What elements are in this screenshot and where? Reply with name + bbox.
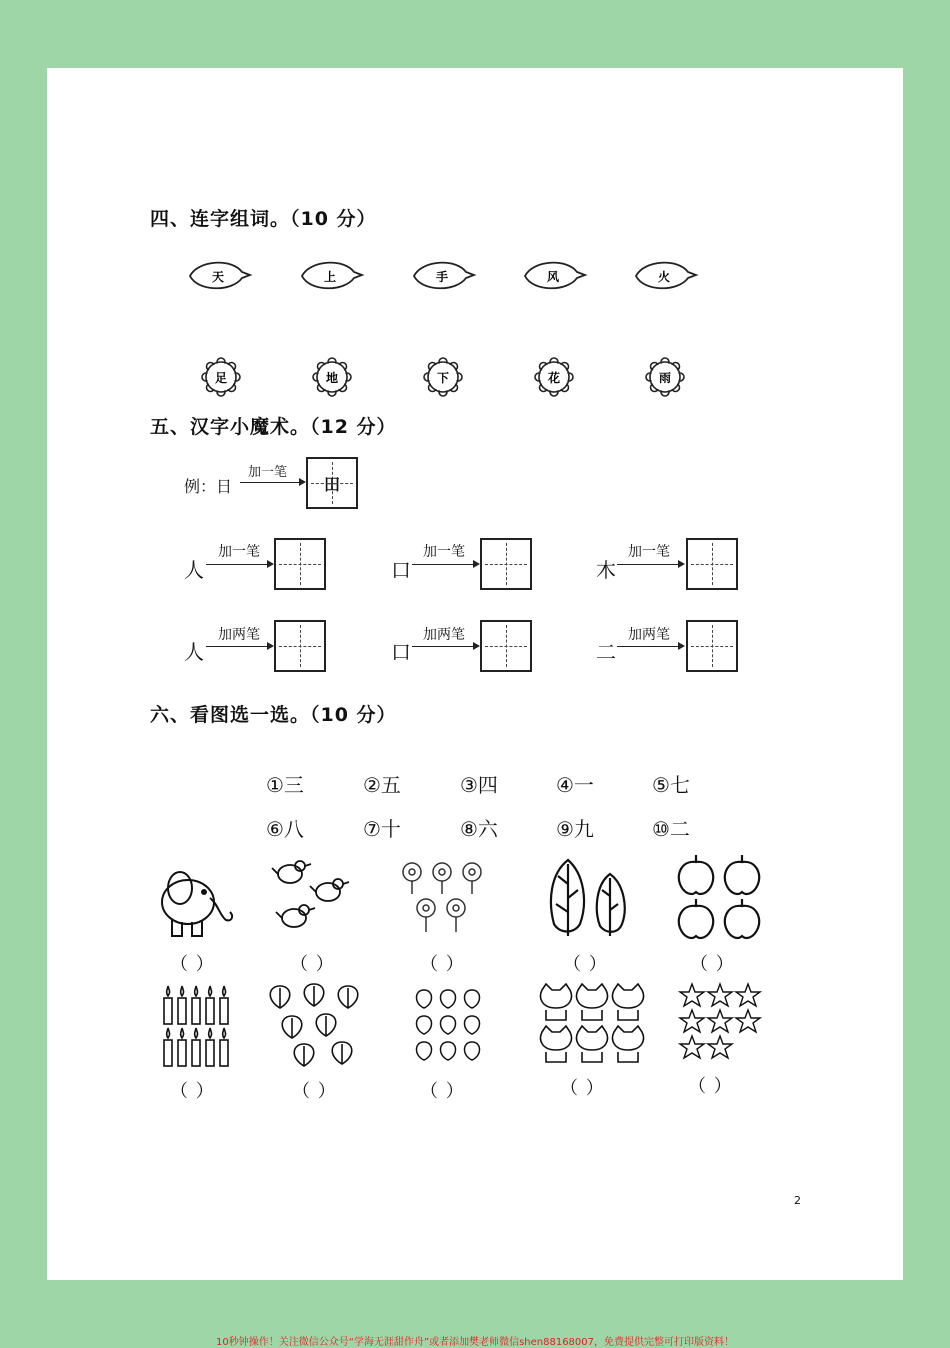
answer-paren[interactable]: （ ）: [420, 954, 465, 975]
leaf-shape-3[interactable]: [408, 256, 478, 296]
flower-shape-3[interactable]: [420, 354, 466, 400]
option-item: ⑧六: [460, 817, 498, 841]
answer-box[interactable]: [480, 620, 532, 672]
option-item: ④一: [556, 773, 594, 797]
example-label: 加一笔: [248, 465, 288, 480]
example-prefix: 例：日: [184, 477, 233, 496]
flower-icon: [396, 856, 486, 940]
leaf-char: 上: [323, 270, 337, 284]
flower-shape-2[interactable]: [309, 354, 355, 400]
answer-paren[interactable]: （ ）: [292, 1081, 337, 1102]
flower-char: 地: [325, 371, 339, 385]
leaf-char: 手: [435, 270, 449, 284]
option-item: ⑨九: [556, 817, 594, 841]
example-answer: 田: [323, 475, 340, 494]
footer-notice: 10秒钟操作！关注微信公众号“学海无涯甜作舟”或者添加樊老师微信shen88168007，免费提供完整可打印版资料！: [215, 1337, 735, 1348]
arrow-icon: [240, 482, 304, 483]
answer-paren[interactable]: （ ）: [560, 1078, 605, 1099]
flower-char: 足: [214, 371, 228, 385]
answer-paren[interactable]: （ ）: [290, 954, 335, 975]
answer-paren[interactable]: （ ）: [420, 1081, 465, 1102]
option-item: ⑦十: [363, 817, 401, 841]
tree-icon: [544, 854, 634, 940]
flower-shape-1[interactable]: [198, 354, 244, 400]
candle-icon: [160, 984, 232, 1068]
arrow-label: 加一笔: [423, 544, 465, 560]
leaf-char: 天: [211, 270, 225, 284]
leaf-shape-2[interactable]: [296, 256, 366, 296]
leaf-char: 风: [546, 270, 560, 284]
section6-title: 六、看图选一选。（10 分）: [150, 704, 397, 726]
answer-paren[interactable]: （ ）: [170, 954, 215, 975]
leaf-shape-5[interactable]: [630, 256, 700, 296]
section5-title: 五、汉字小魔术。（12 分）: [150, 416, 397, 438]
section4-title: 四、连字组词。（10 分）: [150, 208, 377, 230]
arrow-icon: [617, 564, 683, 565]
arrow-label: 加一笔: [218, 544, 260, 560]
cat-icon: [536, 982, 646, 1066]
leaf-shape-4[interactable]: [519, 256, 589, 296]
source-char: 口: [391, 640, 411, 664]
answer-box[interactable]: [274, 620, 326, 672]
option-item: ⑥八: [266, 817, 304, 841]
leaf-char: 火: [657, 270, 671, 284]
flower-shape-5[interactable]: [642, 354, 688, 400]
page-number: 2: [794, 1194, 801, 1207]
answer-paren[interactable]: （ ）: [170, 1081, 215, 1102]
bird-icon: [270, 852, 354, 942]
option-item: ⑤七: [652, 773, 690, 797]
answer-box[interactable]: [480, 538, 532, 590]
source-char: 口: [391, 558, 411, 582]
arrow-label: 加两笔: [628, 627, 670, 643]
arrow-icon: [412, 564, 478, 565]
source-char: 二: [596, 640, 616, 664]
apple-icon: [674, 852, 766, 940]
arrow-label: 加一笔: [628, 544, 670, 560]
source-char: 人: [184, 558, 204, 582]
source-char: 木: [596, 558, 616, 582]
answer-box[interactable]: [686, 620, 738, 672]
arrow-icon: [206, 646, 272, 647]
option-item: ①三: [266, 773, 304, 797]
leaf-icon: [264, 980, 364, 1072]
arrow-label: 加两笔: [423, 627, 465, 643]
arrow-label: 加两笔: [218, 627, 260, 643]
option-item: ⑩二: [652, 817, 690, 841]
flower-shape-4[interactable]: [531, 354, 577, 400]
example-box: [306, 457, 358, 509]
arrow-icon: [617, 646, 683, 647]
answer-paren[interactable]: （ ）: [690, 954, 735, 975]
answer-paren[interactable]: （ ）: [563, 954, 608, 975]
option-item: ②五: [363, 773, 401, 797]
answer-paren[interactable]: （ ）: [688, 1076, 733, 1097]
answer-box[interactable]: [274, 538, 326, 590]
flower-char: 雨: [658, 371, 672, 385]
strawberry-icon: [412, 984, 484, 1064]
star-icon: [678, 982, 764, 1064]
option-item: ③四: [460, 773, 498, 797]
elephant-icon: [152, 858, 238, 940]
source-char: 人: [184, 640, 204, 664]
flower-char: 花: [547, 371, 561, 385]
arrow-icon: [206, 564, 272, 565]
leaf-shape-1[interactable]: [184, 256, 254, 296]
arrow-icon: [412, 646, 478, 647]
flower-char: 下: [436, 371, 450, 385]
answer-box[interactable]: [686, 538, 738, 590]
